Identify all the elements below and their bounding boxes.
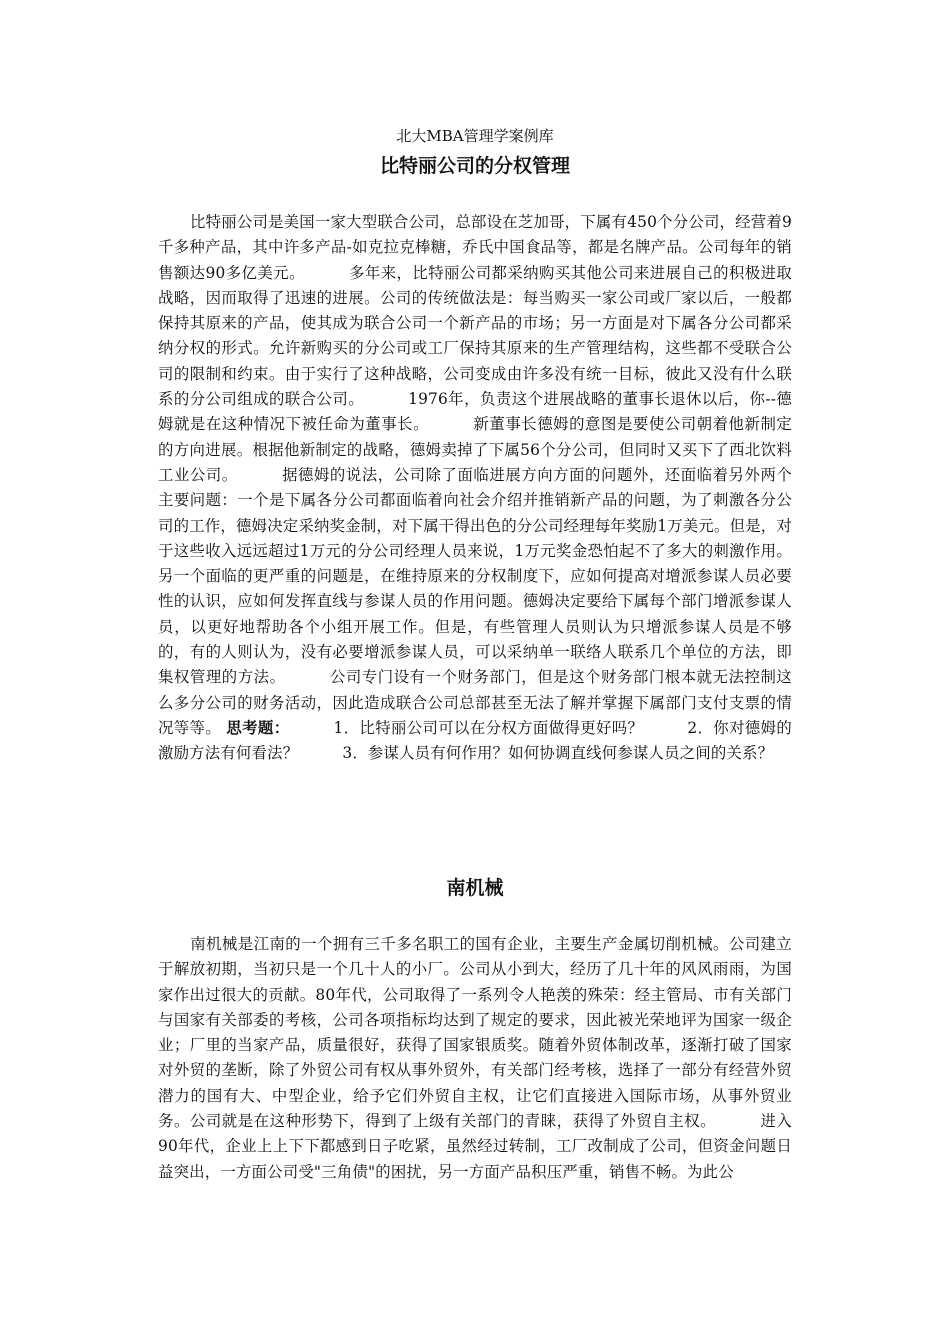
case1-segment-1: 比特丽公司是美国一家大型联合公司，总部设在芝加哥，下属有450个分公司，经营着9千多种产品，其中许多产品-如克拉克棒糖，乔氏中国食品等，都是名牌产品。公司每年的销售额达90多亿美元。 xyxy=(158,213,792,282)
case-title-bitely: 比特丽公司的分权管理 xyxy=(379,155,570,177)
case1-segment-6: 公司专门设有一个财务部门，但是这个财务部门根本就无法控制这么多分公司的财务活动，因此造成联合公司总部甚至无法了解并掌握下属部门支付支票的情况等等。 xyxy=(158,668,792,737)
case-title-nanjixie: 南机械 xyxy=(446,877,504,899)
case1-segment-5: 据德姆的说法，公司除了面临进展方向方面的问题外，还面临着另外两个主要问题：一个是下属各分公司都面临着向社会介绍并推销新产品的问题，为了刺激各分公司的工作，德姆决定采纳奖金制，对下属干得出色的分公司经理每年奖励1万美元。但是，对于这些收入远远超过1万元的分公司经理人员来说，1万元奖金恐怕起不了多大的刺激作用。另一个面临的更严重的问题是，在维持原来的分权制度下，应如何提高对增派参谋人员必要性的认识，应如何发挥直线与参谋人员的作用问题。德姆决定要给下属每个部门增派参谋人员，以更好地帮助各个小组开展工作。但是，有些管理人员则认为只增派参谋人员是不够的，有的人则认为，没有必要增派参谋人员，可以采纳单一联络人联系几个单位的方法，即集权管理的方法。 xyxy=(158,465,792,687)
case-body-nanjixie xyxy=(158,932,792,1185)
case-body-bitely xyxy=(158,210,792,767)
question-3: 3．参谋人员有何作用？如何协调直线何参谋人员之间的关系？ xyxy=(342,744,774,763)
library-header: 北大MBA管理学案例库 xyxy=(396,127,554,145)
question-2: 2．你对德姆的激励方法有何看法？ xyxy=(158,718,792,763)
case2-segment-2: 进入90年代，企业上上下下都感到日子吃紧，虽然经过转制，工厂改制成了公司，但资金问题日益突出，一方面公司受"三角债"的困扰，另一方面产品积压严重，销售不畅。为此公 xyxy=(158,1112,792,1181)
questions-label: 思考题： xyxy=(226,718,290,737)
case1-segment-3: 1976年，负责这个进展战略的董事长退休以后，你--德姆就是在这种情况下被任命为董事长。 xyxy=(158,390,792,434)
case2-segment-1: 南机械是江南的一个拥有三千多名职工的国有企业，主要生产金属切削机械。公司建立于解放初期，当初只是一个几十人的小厂。公司从小到大，经历了几十年的风风雨雨，为国家作出过很大的贡献。80年代，公司取得了一系列令人艳羡的殊荣：经主管局、市有关部门与国家有关部委的考核，公司各项指标均达到了规定的要求，因此被光荣地评为国家一级企业；厂里的当家产品，质量很好，获得了国家银质奖。随着外贸体制改革，逐渐打破了国家对外贸的垄断，除了外贸公司有权从事外贸外，有关部门经考核，选择了一部分有经营外贸潜力的国有大、中型企业，给予它们外贸自主权，让它们直接进入国际市场，从事外贸业务。公司就是在这种形势下，得到了上级有关部门的青睐，获得了外贸自主权。 xyxy=(158,935,792,1131)
case1-segment-4: 新董事长德姆的意图是要使公司朝着他新制定的方向进展。根据他新制定的战略，德姆卖掉了下属56个分公司，但同时又买下了西北饮料工业公司。 xyxy=(158,415,792,484)
case1-segment-2: 多年来，比特丽公司都采纳购买其他公司来进展自己的积极进取战略，因而取得了迅速的进展。公司的传统做法是：每当购买一家公司或厂家以后，一般都保持其原来的产品，使其成为联合公司一个新产品的市场；另一方面是对下属各分公司都采纳分权的形式。允许新购买的分公司或工厂保持其原来的生产管理结构，这些都不受联合公司的限制和约束。由于实行了这种战略，公司变成由许多没有统一目标，彼此又没有什么联系的分公司组成的联合公司。 xyxy=(158,263,792,409)
question-1: 1．比特丽公司可以在分权方面做得更好吗？ xyxy=(333,718,644,737)
